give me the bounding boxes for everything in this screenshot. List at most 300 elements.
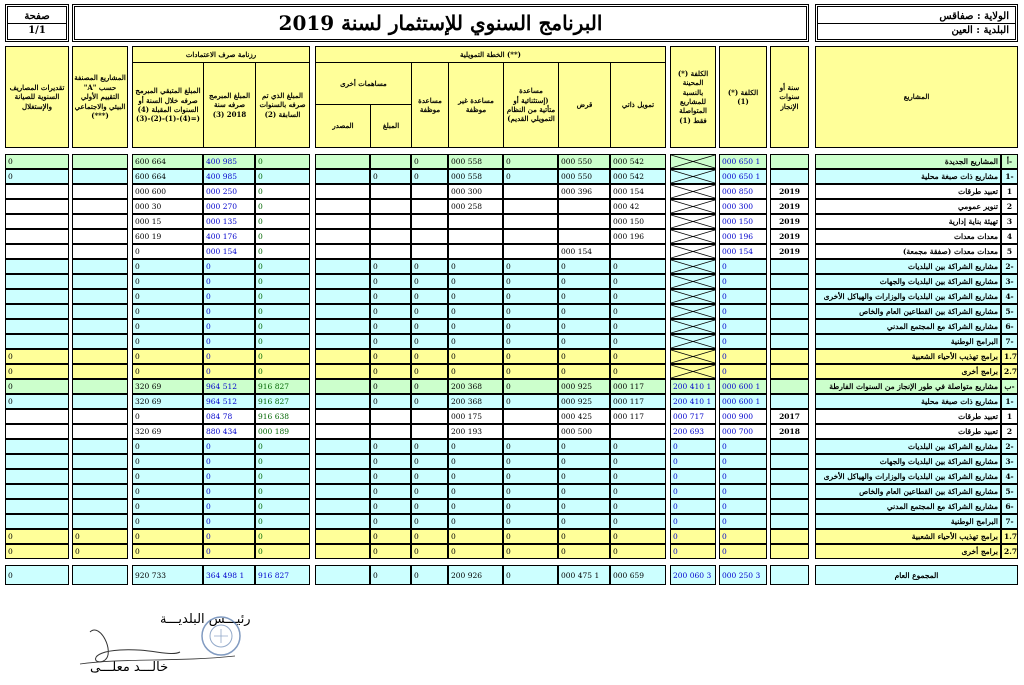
cost-cell: 0 [719, 319, 767, 334]
source-cell [315, 244, 370, 259]
source-cell [315, 289, 370, 304]
page-title: البرنامج السنوي للإستثمار لسنة 2019 [72, 4, 809, 42]
spent-prev-cell: 0 [255, 349, 310, 364]
programmed-cell: 0 [203, 469, 255, 484]
cost-cell: 0 [719, 484, 767, 499]
allocated-aid-cell: 0 [411, 379, 448, 394]
cost-cell: 700 000 [719, 424, 767, 439]
spent-prev-cell: 0 [255, 154, 310, 169]
programmed-cell: 512 964 [203, 379, 255, 394]
cost-revised-cell: 0 [670, 484, 716, 499]
exceptional-aid-cell [503, 229, 558, 244]
allocated-aid-cell: 0 [411, 349, 448, 364]
row-number-cell: 1.7 [1001, 349, 1018, 364]
class-a-cell [72, 439, 128, 454]
cost-revised-cell [670, 214, 716, 229]
allocated-aid-cell: 0 [411, 289, 448, 304]
loan-cell: 0 [558, 544, 610, 559]
cost-cell: 300 000 [719, 199, 767, 214]
row-number-cell: 6- [1001, 499, 1018, 514]
project-label-cell: مشاريع الشراكة بين البلديات والوزارات والهياكل الأخرى [815, 469, 1001, 484]
programmed-cell: 135 000 [203, 214, 255, 229]
self-funding-cell: 196 000 [610, 229, 666, 244]
table-row [5, 169, 1018, 184]
spent-prev-total: 827 916 [255, 565, 310, 585]
maintenance-total: 0 [5, 565, 69, 585]
official-stamp-icon [200, 615, 242, 657]
cost-revised-cell [670, 169, 716, 184]
self-funding-total: 659 000 [610, 565, 666, 585]
maintenance-cell [5, 199, 69, 214]
remaining-cell: 15 000 [132, 214, 203, 229]
allocated-aid-cell [411, 229, 448, 244]
allocated-aid-cell [411, 199, 448, 214]
source-cell [315, 229, 370, 244]
class-a-cell [72, 274, 128, 289]
municipality-label: البلدية : العين [951, 24, 1009, 36]
row-number-cell: 2 [1001, 199, 1018, 214]
exceptional-aid-cell [503, 244, 558, 259]
cost-cell: 1 600 000 [719, 379, 767, 394]
self-funding-cell: 0 [610, 529, 666, 544]
loan-cell [558, 229, 610, 244]
cross-icon [671, 335, 715, 348]
class-a-cell [72, 304, 128, 319]
year-cell [770, 499, 809, 514]
programmed-cell: 985 400 [203, 154, 255, 169]
unallocated-aid-cell: 0 [448, 334, 503, 349]
allocated-aid-cell: 0 [411, 169, 448, 184]
remaining-cell: 0 [132, 334, 203, 349]
spent-prev-cell: 0 [255, 484, 310, 499]
maintenance-cell [5, 319, 69, 334]
spent-prev-cell: 0 [255, 514, 310, 529]
row-number-cell: 7- [1001, 334, 1018, 349]
source-cell [315, 379, 370, 394]
cross-icon [671, 230, 715, 243]
exceptional-aid-cell: 0 [503, 379, 558, 394]
remaining-cell: 69 320 [132, 394, 203, 409]
cost-cell: 900 000 [719, 409, 767, 424]
year-cell: 2019 [770, 229, 809, 244]
amount-cell: 0 [370, 499, 411, 514]
table-row [5, 154, 1018, 169]
cross-icon [671, 260, 715, 273]
class-a-cell [72, 229, 128, 244]
unallocated-aid-cell: 0 [448, 304, 503, 319]
remaining-cell: 19 600 [132, 229, 203, 244]
table-row [5, 439, 1018, 454]
col-source: المصدر [316, 105, 371, 147]
cross-icon [671, 320, 715, 333]
remaining-cell: 664 600 [132, 154, 203, 169]
row-number-cell: 5 [1001, 244, 1018, 259]
col-allocated-aid: مساعدة موظفة [412, 63, 449, 147]
programmed-cell: 0 [203, 499, 255, 514]
year-cell [770, 514, 809, 529]
exceptional-aid-cell: 0 [503, 334, 558, 349]
remaining-total: 733 920 [132, 565, 203, 585]
cost-cell: 0 [719, 274, 767, 289]
project-label-cell: مشاريع الشراكة مع المجتمع المدني [815, 499, 1001, 514]
class-a-cell [72, 244, 128, 259]
programmed-cell: 270 000 [203, 199, 255, 214]
self-funding-cell: 0 [610, 499, 666, 514]
allocated-aid-cell: 0 [411, 484, 448, 499]
unallocated-aid-cell: 0 [448, 364, 503, 379]
amount-cell [370, 199, 411, 214]
unallocated-aid-cell: 0 [448, 484, 503, 499]
unallocated-aid-cell: 0 [448, 259, 503, 274]
class-a-cell [72, 379, 128, 394]
spent-prev-cell: 0 [255, 304, 310, 319]
row-number-cell: 4- [1001, 289, 1018, 304]
programmed-cell: 0 [203, 439, 255, 454]
maintenance-cell [5, 484, 69, 499]
spent-prev-cell: 0 [255, 334, 310, 349]
maintenance-cell [5, 514, 69, 529]
cost-revised-cell [670, 334, 716, 349]
row-number-cell: 1.7 [1001, 529, 1018, 544]
remaining-cell: 69 320 [132, 424, 203, 439]
row-number-cell: 1- [1001, 394, 1018, 409]
maintenance-cell: 0 [5, 544, 69, 559]
year-cell: 2017 [770, 409, 809, 424]
cost-revised-cell [670, 184, 716, 199]
loan-cell: 0 [558, 259, 610, 274]
cost-revised-cell [670, 364, 716, 379]
year-cell [770, 454, 809, 469]
unallocated-aid-cell: 0 [448, 454, 503, 469]
cross-icon [671, 290, 715, 303]
year-cell [770, 349, 809, 364]
credits-schedule-group [132, 46, 310, 148]
table-row [5, 319, 1018, 334]
cost-cell: 0 [719, 304, 767, 319]
project-label-cell: مشاريع متواصلة في طور الإنجاز من السنوات الفارطة [815, 379, 1001, 394]
maintenance-cell: 0 [5, 364, 69, 379]
programmed-cell: 0 [203, 274, 255, 289]
spent-prev-cell: 0 [255, 469, 310, 484]
cost-revised-cell [670, 304, 716, 319]
maintenance-cell: 0 [5, 379, 69, 394]
remaining-cell: 0 [132, 529, 203, 544]
table-row [5, 364, 1018, 379]
cost-cell: 0 [719, 499, 767, 514]
self-funding-cell: 542 000 [610, 169, 666, 184]
remaining-cell: 0 [132, 544, 203, 559]
maintenance-cell [5, 244, 69, 259]
amount-cell: 0 [370, 289, 411, 304]
project-label-cell: برامج أخرى [815, 544, 1001, 559]
row-number-cell: 2- [1001, 439, 1018, 454]
class-a-cell [72, 169, 128, 184]
location-box [815, 4, 1018, 42]
class-a-cell [72, 199, 128, 214]
exceptional-aid-cell: 0 [503, 319, 558, 334]
amount-cell: 0 [370, 484, 411, 499]
maintenance-cell: 0 [5, 529, 69, 544]
project-label-cell: المشاريع الجديدة [815, 154, 1001, 169]
col-loan: قرض [559, 63, 611, 147]
maintenance-cell: 0 [5, 394, 69, 409]
row-number-cell: 3- [1001, 454, 1018, 469]
loan-cell: 0 [558, 439, 610, 454]
source-cell [315, 184, 370, 199]
allocated-aid-cell [411, 214, 448, 229]
programmed-cell: 176 400 [203, 229, 255, 244]
allocated-aid-cell: 0 [411, 499, 448, 514]
project-label-cell: مشاريع ذات صبغة محلية [815, 394, 1001, 409]
spent-prev-cell: 0 [255, 259, 310, 274]
class-a-cell [72, 514, 128, 529]
remaining-cell: 0 [132, 469, 203, 484]
year-cell [770, 259, 809, 274]
loan-cell: 425 000 [558, 409, 610, 424]
source-cell [315, 469, 370, 484]
amount-cell: 0 [370, 304, 411, 319]
table-row [5, 469, 1018, 484]
loan-cell [558, 214, 610, 229]
allocated-aid-cell: 0 [411, 454, 448, 469]
year-total [770, 565, 809, 585]
remaining-cell: 0 [132, 304, 203, 319]
col-amount: المبلغ [371, 105, 411, 147]
project-label-cell: مشاريع ذات صبغة محلية [815, 169, 1001, 184]
loan-cell [558, 199, 610, 214]
unallocated-aid-cell: 258 000 [448, 199, 503, 214]
spent-prev-cell: 0 [255, 274, 310, 289]
cost-revised-cell [670, 199, 716, 214]
programmed-cell: 0 [203, 259, 255, 274]
amount-cell: 0 [370, 469, 411, 484]
year-cell: 2019 [770, 214, 809, 229]
allocated-aid-cell: 0 [411, 334, 448, 349]
self-funding-cell: 0 [610, 364, 666, 379]
cost-cell: 850 000 [719, 184, 767, 199]
cost-cell: 1 650 000 [719, 169, 767, 184]
table-row [5, 394, 1018, 409]
col-maintenance: تقديرات المصاريف السنوية للصيانة والإستغلال [5, 46, 69, 148]
loan-cell: 550 000 [558, 154, 610, 169]
self-funding-cell: 542 000 [610, 154, 666, 169]
table-row [5, 454, 1018, 469]
exceptional-aid-cell [503, 424, 558, 439]
cross-icon [671, 275, 715, 288]
amount-cell: 0 [370, 274, 411, 289]
unallocated-aid-cell: 0 [448, 469, 503, 484]
year-cell [770, 529, 809, 544]
cost-revised-cell [670, 229, 716, 244]
row-number-cell: 1- [1001, 169, 1018, 184]
table-row [5, 484, 1018, 499]
maintenance-cell [5, 259, 69, 274]
amount-cell: 0 [370, 364, 411, 379]
loan-cell: 0 [558, 364, 610, 379]
cross-icon [671, 215, 715, 228]
remaining-cell: 0 [132, 499, 203, 514]
amount-cell: 0 [370, 439, 411, 454]
self-funding-cell: 0 [610, 304, 666, 319]
cross-icon [671, 185, 715, 198]
cross-icon [671, 245, 715, 258]
project-label-cell: مشاريع الشراكة بين القطاعين العام والخاص [815, 484, 1001, 499]
remaining-cell: 600 000 [132, 184, 203, 199]
table-row [5, 544, 1018, 559]
allocated-aid-cell: 0 [411, 304, 448, 319]
amount-cell: 0 [370, 514, 411, 529]
year-cell [770, 154, 809, 169]
source-cell [315, 364, 370, 379]
spent-prev-cell: 0 [255, 319, 310, 334]
exceptional-aid-cell: 0 [503, 259, 558, 274]
class-a-cell [72, 319, 128, 334]
project-label-cell: تنوير عمومي [815, 199, 1001, 214]
project-label-cell: البرامج الوطنية [815, 514, 1001, 529]
exceptional-aid-cell: 0 [503, 439, 558, 454]
amount-cell: 0 [370, 544, 411, 559]
self-funding-cell: 0 [610, 439, 666, 454]
year-cell [770, 319, 809, 334]
spent-prev-cell: 189 000 [255, 424, 310, 439]
maintenance-cell [5, 499, 69, 514]
row-number-cell: 4- [1001, 469, 1018, 484]
self-funding-cell: 0 [610, 289, 666, 304]
row-number-cell: 2 [1001, 424, 1018, 439]
spent-prev-cell: 827 916 [255, 394, 310, 409]
unallocated-aid-cell: 0 [448, 514, 503, 529]
cost-revised-cell: 0 [670, 544, 716, 559]
cost-revised-cell [670, 349, 716, 364]
spent-prev-cell: 0 [255, 454, 310, 469]
col-class-a: المشاريع المصنفة "A" حسب التقييم الأولي البيئي والاجتماعي (***) [72, 46, 128, 148]
project-label-cell: تعبيد طرقات [815, 184, 1001, 199]
unallocated-aid-cell: 0 [448, 349, 503, 364]
source-cell [315, 274, 370, 289]
cost-revised-cell [670, 259, 716, 274]
remaining-cell: 0 [132, 364, 203, 379]
table-row [5, 184, 1018, 199]
cost-cell: 1 600 000 [719, 394, 767, 409]
year-cell [770, 484, 809, 499]
cost-cell: 150 000 [719, 214, 767, 229]
cost-cell: 0 [719, 469, 767, 484]
table-row [5, 199, 1018, 214]
year-cell: 2019 [770, 244, 809, 259]
programmed-cell: 0 [203, 349, 255, 364]
loan-cell: 0 [558, 319, 610, 334]
spent-prev-cell: 0 [255, 364, 310, 379]
self-funding-cell: 117 000 [610, 409, 666, 424]
cost-cell: 0 [719, 514, 767, 529]
programmed-cell: 512 964 [203, 394, 255, 409]
source-cell [315, 484, 370, 499]
loan-cell: 0 [558, 484, 610, 499]
cost-revised-cell: 0 [670, 439, 716, 454]
loan-cell: 550 000 [558, 169, 610, 184]
programmed-cell: 0 [203, 514, 255, 529]
remaining-cell: 0 [132, 259, 203, 274]
unallocated-aid-total: 926 200 [448, 565, 503, 585]
year-cell: 2018 [770, 424, 809, 439]
class-a-cell [72, 409, 128, 424]
exceptional-aid-cell: 0 [503, 289, 558, 304]
table-row [5, 529, 1018, 544]
row-number-cell: 4 [1001, 229, 1018, 244]
self-funding-cell: 117 000 [610, 379, 666, 394]
exceptional-aid-cell: 0 [503, 484, 558, 499]
maintenance-cell [5, 214, 69, 229]
table-row [5, 214, 1018, 229]
allocated-aid-cell [411, 184, 448, 199]
programmed-cell: 0 [203, 544, 255, 559]
signature-role: رئيـــس البلديـــة [160, 612, 251, 627]
amount-cell [370, 184, 411, 199]
spent-prev-cell: 0 [255, 499, 310, 514]
amount-total: 0 [370, 565, 411, 585]
self-funding-cell [610, 244, 666, 259]
loan-cell: 0 [558, 454, 610, 469]
col-year: سنة أو سنوات الإنجاز [770, 46, 809, 148]
programmed-cell: 0 [203, 319, 255, 334]
maintenance-cell [5, 454, 69, 469]
class-a-cell [72, 364, 128, 379]
source-cell [315, 394, 370, 409]
class-a-cell [72, 289, 128, 304]
table-row [5, 274, 1018, 289]
loan-cell: 0 [558, 334, 610, 349]
cost-revised-cell [670, 244, 716, 259]
year-cell [770, 334, 809, 349]
source-cell [315, 499, 370, 514]
row-number-cell: 2- [1001, 259, 1018, 274]
allocated-aid-cell: 0 [411, 394, 448, 409]
col-financing-plan: الخطة التمويلية (**) [316, 47, 665, 63]
col-self-funding: تمويل ذاتي [611, 63, 665, 147]
spent-prev-cell: 638 916 [255, 409, 310, 424]
year-cell: 2019 [770, 199, 809, 214]
maintenance-cell [5, 184, 69, 199]
self-funding-cell: 42 000 [610, 199, 666, 214]
project-label-cell: مشاريع الشراكة بين القطاعين العام والخاص [815, 304, 1001, 319]
exceptional-aid-cell: 0 [503, 544, 558, 559]
page-label: صفحة [8, 10, 66, 24]
col-other-contrib: مساهمات أخرى [316, 63, 411, 105]
year-cell [770, 364, 809, 379]
project-label-cell: مشاريع الشراكة بين البلديات [815, 259, 1001, 274]
financing-plan-group [315, 46, 666, 148]
loan-cell: 396 000 [558, 184, 610, 199]
class-a-cell [72, 154, 128, 169]
exceptional-aid-cell: 0 [503, 529, 558, 544]
source-total [315, 565, 370, 585]
source-cell [315, 529, 370, 544]
remaining-cell: 0 [132, 289, 203, 304]
cross-icon [671, 200, 715, 213]
cost-revised-cell [670, 274, 716, 289]
cost-cell: 1 650 000 [719, 154, 767, 169]
source-cell [315, 514, 370, 529]
amount-cell: 0 [370, 259, 411, 274]
unallocated-aid-cell [448, 244, 503, 259]
loan-cell: 925 000 [558, 394, 610, 409]
allocated-aid-cell [411, 244, 448, 259]
unallocated-aid-cell: 0 [448, 529, 503, 544]
remaining-cell: 69 320 [132, 379, 203, 394]
remaining-cell: 0 [132, 244, 203, 259]
self-funding-cell: 0 [610, 274, 666, 289]
source-cell [315, 169, 370, 184]
